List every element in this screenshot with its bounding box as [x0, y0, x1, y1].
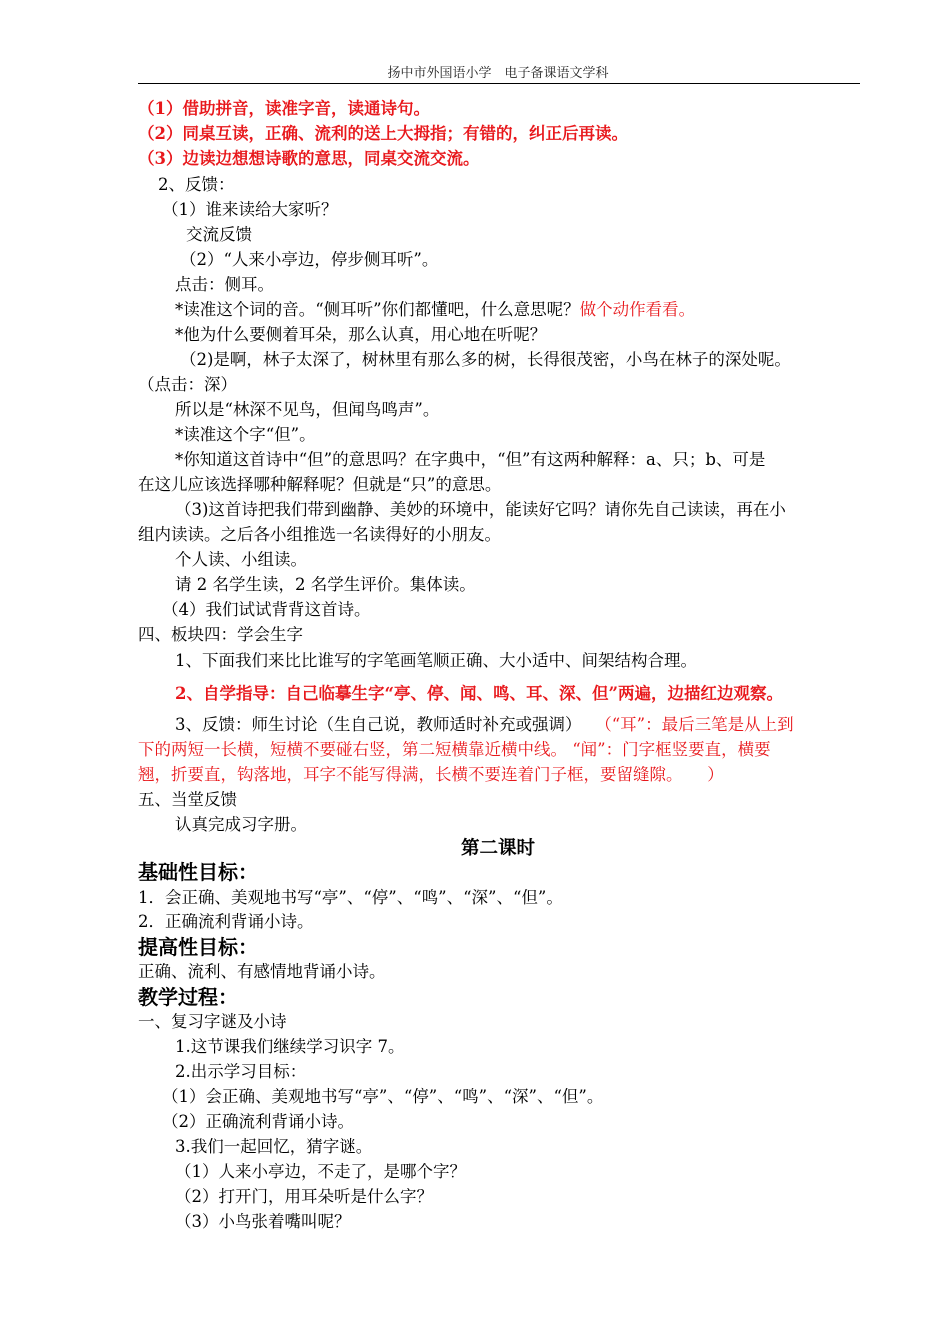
text-line: 2．正确流利背诵小诗。 [138, 912, 314, 931]
text-line: 认真完成习字册。 [175, 815, 307, 834]
red-note: 下的两短一长横，短横不要碰右竖，第二短横靠近横中线。 “闻”：门字框竖要直，横要 [138, 740, 771, 759]
text-line: *他为什么要侧着耳朵，那么认真，用心地在听呢？ [175, 325, 547, 344]
text-line: （2）“人来小亭边，停步侧耳听”。 [180, 250, 439, 269]
text-line: 所以是“林深不见鸟，但闻鸟鸣声”。 [175, 400, 440, 419]
text-span: *读准这个词的音。“侧耳听”你们都懂吧，什么意思呢？ [175, 300, 580, 319]
text-line [175, 300, 695, 320]
red-note: （“耳”：最后三笔是从上到 [603, 715, 794, 734]
text-line: 请 2 名学生读，2 名学生评价。集体读。 [175, 575, 476, 594]
section-heading: 一、复习字谜及小诗 [138, 1012, 287, 1031]
text-line: 点击：侧耳。 [175, 275, 274, 294]
text-line: （2）打开门，用耳朵听是什么字？ [175, 1187, 433, 1206]
text-line: 在这儿应该选择哪种解释呢？但就是“只”的意思。 [138, 475, 502, 494]
text-line: *读准这个字“但”。 [175, 425, 316, 444]
text-line: *你知道这首诗中“但”的意思吗？在字典中，“但”有这两种解释：a、只；b、可是 [175, 450, 766, 469]
text-line: （1）会正确、美观地书写“亭”、“停”、“鸣”、“深”、“但”。 [162, 1087, 604, 1106]
text-line: 2.出示学习目标： [175, 1062, 307, 1081]
text-line: （3）小鸟张着嘴叫呢？ [175, 1212, 351, 1231]
text-span: 3、反馈：师生讨论（生自己说，教师适时补充或强调） [175, 715, 582, 734]
text-line: 1.这节课我们继续学习识字 7。 [175, 1037, 405, 1056]
self-study-guide: 2、自学指导：自己临摹生字“亭、停、闻、鸣、耳、深、但”两遍，边描红边观察。 [175, 684, 783, 703]
process-heading: 教学过程： [138, 985, 238, 1009]
text-line: 正确、流利、有感情地背诵小诗。 [138, 962, 386, 981]
goal-heading: 提高性目标： [138, 935, 258, 959]
header-rule [138, 83, 860, 84]
text-line: （3)这首诗把我们带到幽静、美妙的环境中，能读好它吗？请你先自己读读，再在小 [175, 500, 786, 519]
text-line: （点击：深） [138, 375, 237, 394]
step-1-red: （1）借助拼音，读准字音，读通诗句。 [138, 99, 430, 118]
goal-heading: 基础性目标： [138, 860, 258, 884]
lesson-title: 第二课时 [460, 838, 535, 859]
red-note: 做个动作看看。 [579, 300, 696, 319]
feedback-heading: 2、反馈： [158, 175, 235, 194]
text-line: 1．会正确、美观地书写“亭”、“停”、“鸣”、“深”、“但”。 [138, 888, 563, 907]
text-line [175, 715, 794, 735]
text-line: 交流反馈 [186, 225, 252, 244]
text-line: （1）谁来读给大家听？ [162, 200, 338, 219]
page-header: 扬中市外国语小学 电子备课语文学科 [387, 66, 609, 81]
section-heading: 四、板块四：学会生字 [138, 625, 303, 644]
text-line: 1、下面我们来比比谁写的字笔画笔顺正确、大小适中、间架结构合理。 [175, 651, 697, 670]
step-3-red: （3）边读边想想诗歌的意思，同桌交流交流。 [138, 149, 480, 168]
text-line: 3.我们一起回忆，猜字谜。 [175, 1137, 373, 1156]
text-line: 个人读、小组读。 [175, 550, 307, 569]
text-line: （2)是啊，林子太深了，树林里有那么多的树，长得很茂密，小鸟在林子的深处呢。 [180, 350, 791, 369]
text-line: 组内读读。之后各小组推选一名读得好的小朋友。 [138, 525, 501, 544]
red-note: 翘，折要直，钩落地，耳字不能写得满，长横不要连着门子框，要留缝隙。 ） [138, 765, 724, 784]
text-line: （1）人来小亭边，不走了，是哪个字？ [175, 1162, 466, 1181]
text-line: （2）正确流利背诵小诗。 [162, 1112, 354, 1131]
step-2-red: （2）同桌互读，正确、流利的送上大拇指；有错的，纠正后再读。 [138, 124, 628, 143]
text-line: （4）我们试试背背这首诗。 [162, 600, 371, 619]
section-heading: 五、当堂反馈 [138, 790, 237, 809]
